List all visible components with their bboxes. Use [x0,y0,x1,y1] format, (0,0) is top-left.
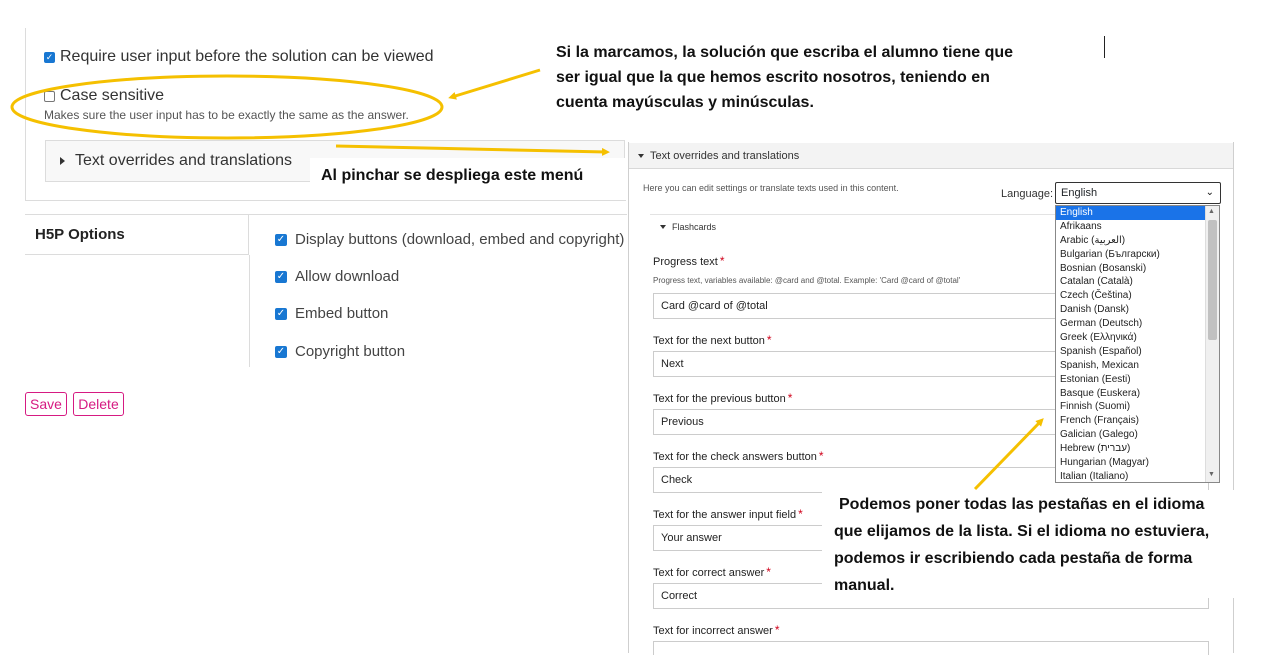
overrides-help: Here you can edit settings or translate texts used in this content. [643,183,899,193]
require-input-label: Require user input before the solution can be viewed [60,48,434,65]
language-option[interactable]: Hungarian (Magyar) [1060,457,1149,469]
arrow-to-case-sensitive [452,70,540,97]
check-button-input[interactable]: Check [653,467,1209,493]
scroll-down-icon[interactable]: ▼ [1208,471,1215,478]
case-sensitive-label: Case sensitive [60,87,165,104]
field-label-text: Text for correct answer [653,567,765,579]
note-line: podemos ir escribiendo cada pestaña de forma [834,550,1193,567]
required-mark: * [774,623,780,637]
checkbox-checked-icon[interactable]: ✓ [276,233,286,245]
delete-button[interactable]: Delete [73,392,124,416]
flashcards-group-label: Flashcards [672,222,717,232]
language-option[interactable]: Hebrew (עברית) [1060,443,1131,455]
language-option[interactable]: Estonian (Eesti) [1060,373,1131,385]
h5p-options-title: H5P Options [35,226,125,243]
progress-text-label-text: Progress text [653,256,718,268]
language-selected-value: English [1061,187,1098,199]
checkbox-checked-icon[interactable]: ✓ [276,307,286,319]
required-mark: * [766,565,771,579]
language-option[interactable]: Basque (Euskera) [1060,387,1141,399]
checkbox-checked-icon[interactable]: ✓ [276,345,286,357]
language-option[interactable]: Danish (Dansk) [1060,304,1129,316]
arrow-to-language-list [975,421,1041,489]
progress-text-input[interactable]: Card @card of @total [653,293,1209,319]
chevron-down-icon: ⌄ [1205,187,1214,198]
language-option[interactable]: German (Deutsch) [1060,318,1143,330]
language-option[interactable]: French (Français) [1060,415,1139,427]
required-mark: * [766,333,772,347]
language-option[interactable]: Italian (Italiano) [1060,470,1129,482]
save-button[interactable]: Save [25,392,67,416]
language-option[interactable]: Finnish (Suomi) [1060,401,1131,413]
correct-answer-input[interactable]: Correct [653,583,1209,609]
previous-button-input[interactable]: Previous [653,409,1209,435]
note-line: manual. [834,577,895,594]
required-mark: * [787,391,793,405]
field-label-text: Text for the check answers button [653,451,817,463]
field-label-text: Text for the next button [653,335,765,347]
text-overrides-label: Text overrides and translations [75,152,292,169]
language-option[interactable]: Galician (Galego) [1060,429,1138,441]
note-menu: Al pinchar se despliega este menú [310,158,628,198]
language-option[interactable]: Czech (Čeština) [1060,290,1132,302]
checkbox-checked-icon[interactable]: ✓ [276,270,286,282]
language-option[interactable]: English [1056,206,1207,220]
embed-button-label: Embed button [295,305,389,322]
language-option[interactable]: Spanish, Mexican [1060,359,1139,371]
note-line: Si la marcamos, la solución que escriba el alumno tiene que [556,44,1014,61]
copyright-button-label: Copyright button [295,343,406,360]
note-line: ser igual que la que hemos escrito nosotros, teniendo en [556,69,990,86]
overrides-panel-title: Text overrides and translations [650,149,800,162]
scroll-up-icon[interactable]: ▲ [1208,208,1215,215]
note-line: Podemos poner todas las pestañas en el idioma [839,496,1205,513]
language-option[interactable]: Spanish (Español) [1060,345,1142,357]
language-option[interactable]: Afrikaans [1060,220,1102,232]
language-label: Language: [1001,188,1053,200]
note-line: cuenta mayúsculas y minúsculas. [556,94,814,111]
field-label-text: Text for the previous button [653,393,786,405]
highlight-ellipse [12,76,442,138]
progress-text-help: Progress text, variables available: @card and @total. Example: 'Card @card of @total' [653,276,961,285]
case-sensitive-help: Makes sure the user input has to be exactly the same as the answer. [44,108,409,122]
language-option[interactable]: Arabic (العربية) [1060,234,1126,246]
language-option[interactable]: Bosnian (Bosanski) [1060,262,1147,274]
answer-field-input[interactable]: Your answer [653,525,1209,551]
display-buttons-label: Display buttons (download, embed and copyright) [295,231,625,248]
required-mark: * [719,254,725,268]
next-button-input[interactable]: Next [653,351,1209,377]
allow-download-label: Allow download [295,268,400,285]
note-line: que elijamos de la lista. Si el idioma no estuviera, [834,523,1210,540]
language-option[interactable]: Catalan (Català) [1060,276,1133,288]
field-label-text: Text for the answer input field [653,509,797,521]
required-mark: * [798,507,803,521]
field-label-text: Text for incorrect answer [653,625,773,637]
arrow-to-overrides-panel [336,146,606,152]
checkbox-checked-icon[interactable]: ✓ [45,51,54,62]
language-option[interactable]: Bulgarian (Български) [1060,248,1160,260]
required-mark: * [818,449,824,463]
language-option[interactable]: Greek (Ελληνικά) [1060,332,1137,344]
